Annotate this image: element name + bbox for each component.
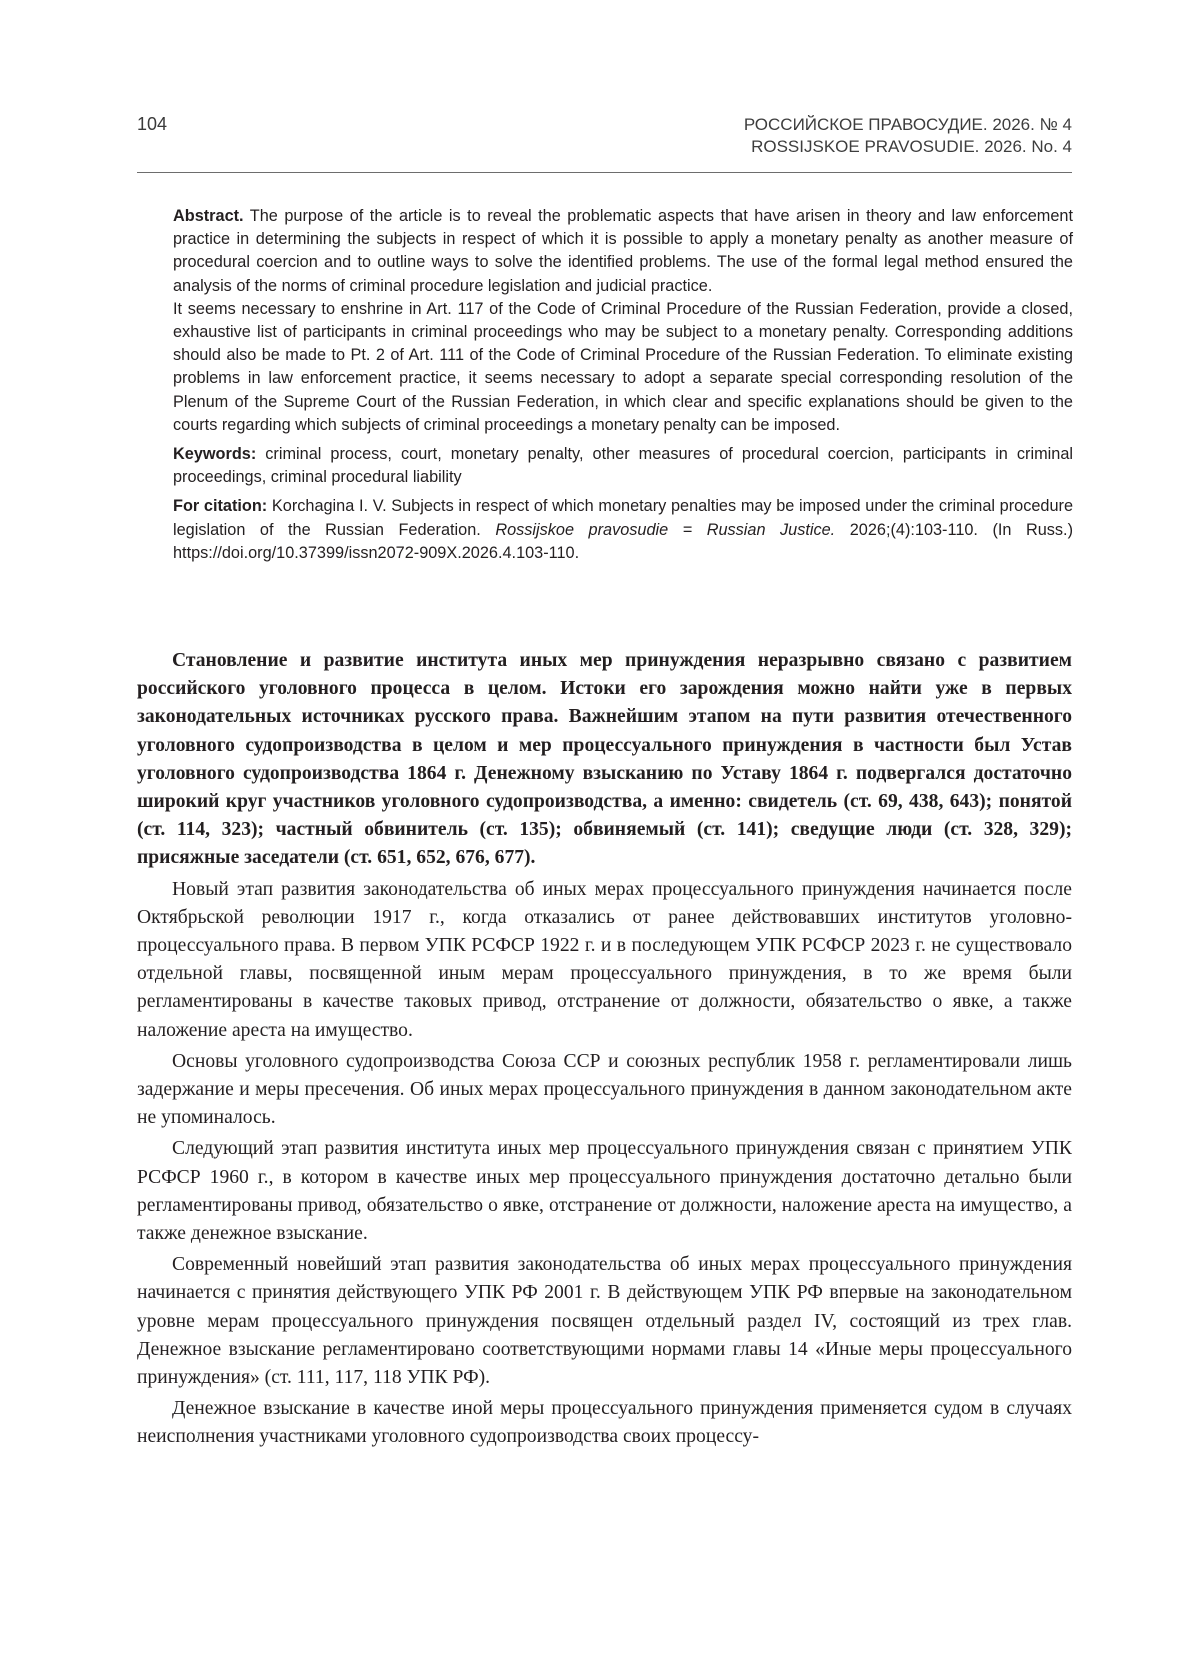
abstract-paragraph-2: It seems necessary to enshrine in Art. 117 of the Code of Criminal Procedure of the Russian Federation, provide a closed, exhaustive list of participants in criminal proceedings who may be subject to a monetary penalty. Corresponding additions should also be made to Pt. 2 of Art. 111 of the Code of Criminal Procedure of the Russian Federation. To eliminate existing problems in law enforcement practice, it seems necessary to adopt a separate special corresponding resolution of the Plenum of the Supreme Court of the Russian Federation, in which clear and specific explanations should be given to the courts regarding which subjects of criminal proceedings a monetary penalty can be imposed.: [173, 299, 1073, 434]
body-paragraph: Основы уголовного судопроизводства Союза ССР и союзных республик 1958 г. регламентировали лишь задержание и меры пресечения. Об иных мерах процессуального принуждения в данном законодательном акте не упоминалось.: [137, 1050, 1072, 1129]
body-paragraph: Современный новейший этап развития законодательства об иных мерах процессуального принуждения начинается с принятия действующего УПК РФ 2001 г. В действующем УПК РФ впервые на законодательном уровне мерам процессуального принуждения посвящен отдельный раздел IV, состоящий из трех глав. Денежное взыскание регламентировано соответствующими нормами главы 14 «Иные меры процессуального принуждения» (ст. 111, 117, 118 УПК РФ).: [137, 1254, 1072, 1389]
keywords-text: criminal process, court, monetary penalty, other measures of procedural coercion, participants in criminal proceedings, criminal procedural liability: [173, 445, 1073, 487]
citation-journal: Rossijskoe pravosudie = Russian Justice.: [495, 520, 836, 539]
journal-title-en: ROSSIJSKOE PRAVOSUDIE. 2026. No. 4: [751, 137, 1072, 156]
abstract-paragraph: [173, 205, 1073, 298]
keywords: [173, 443, 1073, 489]
article-body: [137, 647, 1072, 1452]
abstract-label: Abstract.: [173, 207, 244, 225]
journal-title: [744, 114, 1072, 158]
citation-text: Korchagina I. V. Subjects in respect of which monetary penalties may be imposed under the criminal procedure legislation of the Russian Federation.: [173, 497, 1073, 539]
citation-text-2: 2026;(4):103-110. (In Russ.) https://doi.org/10.37399/issn2072-909X.2026.4.103-110.: [173, 520, 1073, 562]
page-number: 104: [137, 114, 168, 134]
journal-title-ru: РОССИЙСКОЕ ПРАВОСУДИЕ. 2026. № 4: [743, 115, 1072, 134]
lead-paragraph: Становление и развитие института иных мер принуждения неразрывно связано с развитием российского уголовного процесса в целом. Истоки его зарождения можно найти уже в первых законодательных источниках русского права. Важнейшим этапом на пути развития отечественного уголовного судопроизводства в целом и мер процессуального принуждения в частности был Устав уголовного судопроизводства 1864 г. Денежному взысканию по Уставу 1864 г. подвергался достаточно широкий круг участников уголовного судопроизводства, а именно: свидетель (ст. 69, 438, 643); понятой (ст. 114, 323); частный обвинитель (ст. 135); обвиняемый (ст. 141); сведущие люди (ст. 328, 329); присяжные заседатели (ст. 651, 652, 676, 677).: [137, 650, 1072, 869]
running-header: [137, 112, 1072, 173]
abstract-section: [173, 205, 1073, 565]
citation: [173, 495, 1073, 565]
body-paragraph: Следующий этап развития института иных мер процессуального принуждения связан с принятием УПК РСФСР 1960 г., в котором в качестве иных мер процессуального принуждения достаточно детально были регламентированы привод, обязательство о явке, отстранение от должности, наложение ареста на имущество, а также денежное взыскание.: [137, 1138, 1072, 1245]
citation-label: For citation:: [173, 497, 268, 516]
keywords-label: Keywords:: [173, 445, 257, 464]
body-paragraph: Новый этап развития законодательства об иных мерах процессуального принуждения начинается после Октябрьской революции 1917 г., когда отказались от ранее действовавших институтов уголовно-процессуального права. В первом УПК РСФСР 1922 г. и в последующем УПК РСФСР 2023 г. не существовало отдельной главы, посвященной иным мерам процессуального принуждения, в то же время были регламентированы в качестве таковых привод, отстранение от должности, обязательство о явке, а также наложение ареста на имущество.: [137, 878, 1072, 1041]
abstract-text: The purpose of the article is to reveal the problematic aspects that have arisen in theory and law enforcement practice in determining the subjects in respect of which it is possible to apply a monetary penalty as another measure of procedural coercion and to outline ways to solve the identified problems. The use of the formal legal method ensured the analysis of the norms of criminal procedure legislation and judicial practice.: [173, 207, 1073, 295]
body-paragraph: Денежное взыскание в качестве иной меры процессуального принуждения применяется судом в случаях неисполнения участниками уголовного судопроизводства своих процессу-: [137, 1398, 1072, 1448]
